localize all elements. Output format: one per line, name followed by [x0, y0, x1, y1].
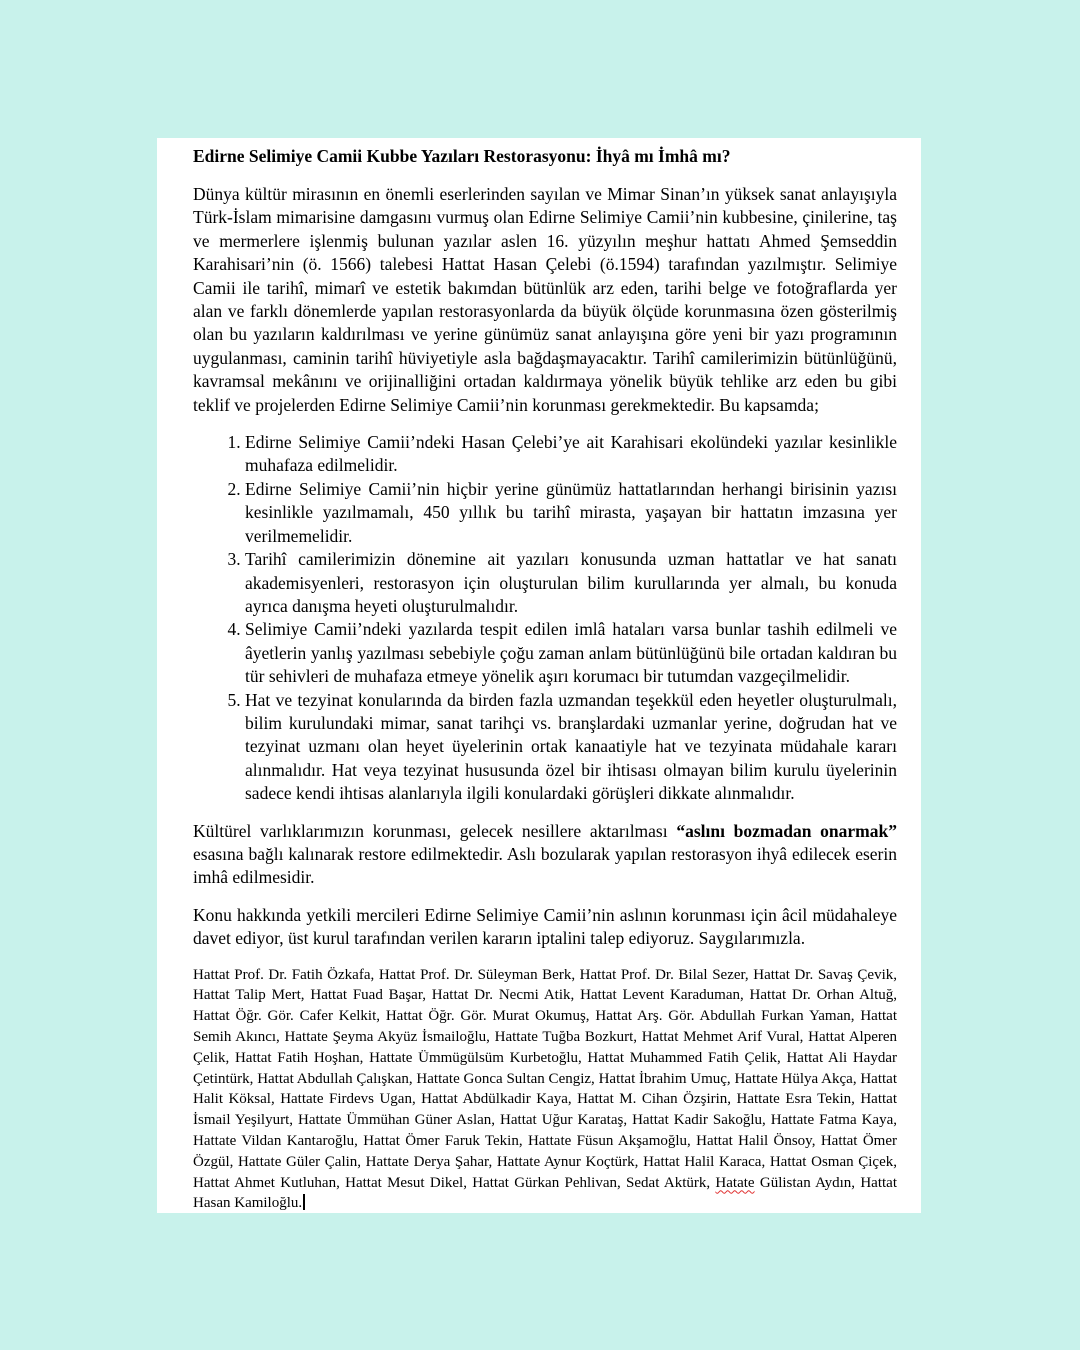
signatories-paragraph — [193, 965, 897, 1213]
preservation-paragraph — [193, 820, 897, 890]
appeal-paragraph: Konu hakkında yetkili mercileri Edirne Selimiye Camii’nin aslının korunması için âcil müdahaleye davet ediyor, üst kurul tarafından verilen kararın iptalini talep ediyoruz. Saygılarımızla. — [193, 904, 897, 949]
list-item: 4. Selimiye Camii’ndeki yazılarda tespit edilen imlâ hataları varsa bunlar tashih edilmeli ve âyetlerin yanlış yazılması sebebiyle çoğu zaman anlam bütünlüğünü bile ortadan kaldıran bu tür sehivleri de muhafaza etmeye yönelik aşırı korumacı bir tutumdan vazgeçilmelidir. — [245, 618, 897, 688]
text-cursor — [303, 1194, 305, 1210]
signatories-text: Gülistan Aydın, Hattat Hasan Kamiloğlu. — [193, 1174, 897, 1212]
list-item: 3. Tarihî camilerimizin dönemine ait yazıları konusunda uzman hattatlar ve hat sanatı akademisyenleri, restorasyon için oluşturulan bilim kurullarında yer almalı, bu konuda ayrıca danışma heyeti oluşturulmalıdır. — [245, 548, 897, 618]
misspelled-word: Hatate — [715, 1174, 755, 1191]
signatories-text: Hattat Prof. Dr. Fatih Özkafa, Hattat Prof. Dr. Süleyman Berk, Hattat Prof. Dr. Bilal Sezer, Hattat Dr. Savaş Çevik, Hattat Talip Mert, Hattat Fuad Başar, Hattat Dr. Necmi Atik, Hattat Levent Karaduman, Hattat Dr. Orhan Altuğ, Hattat Öğr. Gör. Cafer Kelkit, Hattat Öğr. Gör. Murat Okumuş, Hattat Arş. Gör. Abdullah Furkan Yaman, Hattat Semih Akıncı, Hattate Şeyma Akyüz İsmailoğlu, Hattate Tuğba Bozkurt, Hattat Mehmet Arif Vural, Hattat Alperen Çelik, Hattat Fatih Hoşhan, Hattate Ümmügülsüm Kurbetoğlu, Hattat Muhammed Fatih Çelik, Hattat Ali Haydar Çetintürk, Hattat Abdullah Çalışkan, Hattate Gonca Sultan Cengiz, Hattat İbrahim Umuç, Hattate Hülya Akça, Hattat Halit Köksal, Hattate Firdevs Ugan, Hattat Abdülkadir Kaya, Hattat M. Cihan Özşirin, Hattate Esra Tekin, Hattat İsmail Yeşilyurt, Hattate Ümmühan Güner Aslan, Hattat Uğur Karataş, Hattat Kadir Sakoğlu, Hattate Fatma Kaya, Hattate Vildan Kantaroğlu, Hattat Ömer Faruk Tekin, Hattate Füsun Akşamoğlu, Hattat Halil Önsoy, Hattat Ömer Özgül, Hattate Güler Çalin, Hattate Derya Şahar, Hattate Aynur Koçtürk, Hattat Halil Karaca, Hattat Osman Çiçek, Hattat Ahmet Kutluhan, Hattat Mesut Dikel, Hattat Gürkan Pehlivan, Sedat Aktürk, — [193, 966, 897, 1191]
preservation-bold-phrase: “aslını bozmadan onarmak” — [676, 820, 897, 841]
intro-paragraph: Dünya kültür mirasının en önemli eserlerinden sayılan ve Mimar Sinan’ın yüksek sanat anlayışıyla Türk-İslam mimarisine damgasını vurmuş olan Edirne Selimiye Camii’nin kubbesine, çinilerine, taş ve mermerlere işlenmiş bulunan yazılar aslen 16. yüzyılın meşhur hattatı Ahmed Şemseddin Karahisari’nin (ö. 1566) talebesi Hattat Hasan Çelebi (ö.1594) tarafından yazılmıştır. Selimiye Camii ile tarihî, mimarî ve estetik bakımdan bütünlük arz eden, tarihi belge ve fotoğraflarda yer alan ve farklı dönemlerde yapılan restorasyonlarda da büyük ölçüde korunmasına özen gösterilmiş olan bu yazıların kaldırılması ve yerine günümüz sanat anlayışına göre yeni bir yazı programının uygulanması, caminin tarihî hüviyetiyle asla bağdaşmayacaktır. Tarihî camilerimizin bütünlüğünü, kavramsal mekânını ve orijinalliğini ortadan kaldırmaya yönelik büyük tehlike arz eden bu gibi teklif ve projelerden Edirne Selimiye Camii’nin korunması gerekmektedir. Bu kapsamda; — [193, 184, 897, 415]
list-item: 1. Edirne Selimiye Camii’ndeki Hasan Çelebi’ye ait Karahisari ekolündeki yazılar kesinlikle muhafaza edilmelidir. — [245, 431, 897, 478]
list-item: 5. Hat ve tezyinat konularında da birden fazla uzmandan teşekkül eden heyetler oluşturulmalı, bilim kurulundaki mimar, sanat tarihçi vs. branşlardaki uzmanlar yerine, doğrudan hat ve tezyinat uzmanı olan heyet üyelerinin ortak kanaatiyle hat ve tezyinata müdahale kararı alınmalıdır. Hat veya tezyinat hususunda özel bir ihtisası olmayan bilim kurulu üyelerinin sadece kendi ihtisas alanlarıyla ilgili konulardaki görüşleri dikkate alınmalıdır. — [245, 689, 897, 806]
demands-list — [193, 431, 897, 806]
preservation-text-post: esasına bağlı kalınarak restore edilmektedir. Aslı bozularak yapılan restorasyon ihyâ edilecek eserin imhâ edilmesidir. — [193, 843, 897, 888]
preservation-text-pre: Kültürel varlıklarımızın korunması, gelecek nesillere aktarılması — [193, 820, 677, 841]
list-item: 2. Edirne Selimiye Camii’nin hiçbir yerine günümüz hattatlarından herhangi birisinin yazısı kesinlikle yazılmamalı, 450 yıllık bu tarihî mirasta, yaşayan bir hattatın imzasına yer verilmemelidir. — [245, 478, 897, 548]
document-page[interactable] — [157, 138, 921, 1213]
document-title: Edirne Selimiye Camii Kubbe Yazıları Restorasyonu: İhyâ mı İmhâ mı? — [193, 146, 731, 166]
